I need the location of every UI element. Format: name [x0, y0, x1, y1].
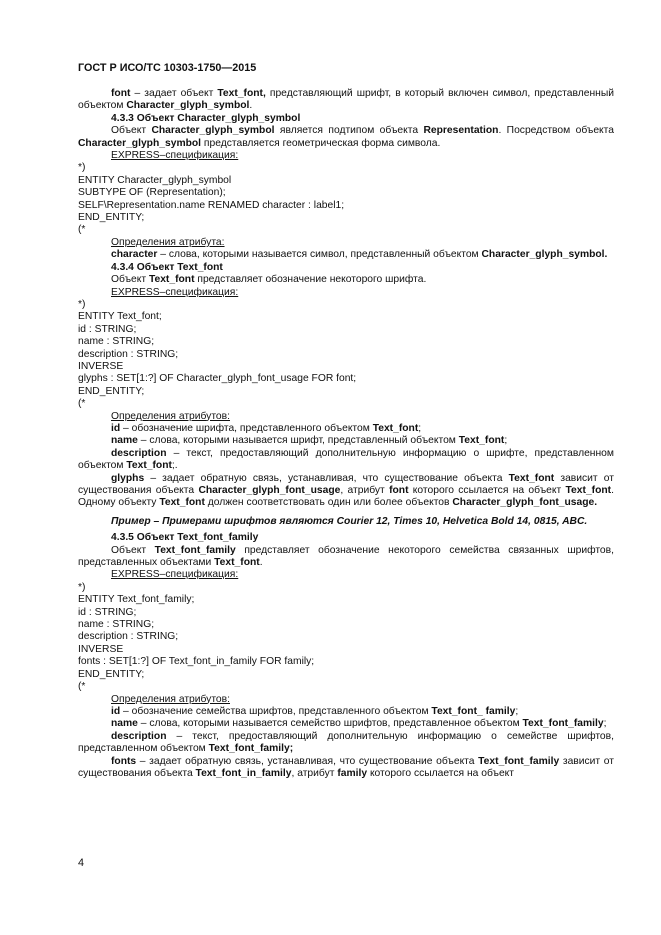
- term: id: [111, 705, 121, 717]
- text: . Посредством объекта: [498, 125, 614, 137]
- term: Text_font: [458, 435, 505, 447]
- text: ;: [504, 435, 508, 447]
- code-line: INVERSE: [78, 360, 124, 372]
- text: . Одному объекту: [78, 485, 614, 509]
- term: Text_font_family;: [208, 743, 294, 755]
- term: name: [111, 435, 138, 447]
- definition-description: [78, 448, 614, 473]
- attribute-definitions-label: [78, 237, 614, 249]
- code-line: fonts : SET[1:?] OF Text_font_in_family FOR family;: [78, 656, 315, 668]
- term: Character_glyph_symbol.: [481, 249, 608, 261]
- code-line: ENTITY Character_glyph_symbol: [78, 174, 232, 186]
- text: , атрибут: [291, 767, 338, 779]
- term: Text_font: [159, 497, 205, 509]
- text: зависит от существования объекта: [78, 472, 614, 496]
- text: которого ссылается на объект: [367, 767, 515, 779]
- term: Text_font_in_family: [195, 767, 292, 779]
- definition-glyphs: [78, 473, 614, 510]
- text: Объект: [111, 544, 155, 556]
- term: Character_glyph_font_usage.: [452, 497, 598, 509]
- paragraph-character-glyph-symbol: [78, 125, 614, 150]
- page-header: ГОСТ Р ИСО/ТС 10303-1750—2015: [78, 62, 257, 74]
- text: Объект: [111, 125, 152, 137]
- term: fonts: [111, 755, 137, 767]
- text: – слова, которыми называется шрифт, представленный объектом: [137, 435, 459, 447]
- code-line: (*: [78, 398, 86, 410]
- text: , атрибут: [340, 485, 390, 496]
- paragraph-text-font: [78, 274, 614, 286]
- code-line: END_ENTITY;: [78, 212, 145, 224]
- code-line: ENTITY Text_font_family;: [78, 594, 195, 606]
- heading-text: 4.3.4 Объект Text_font: [111, 261, 223, 273]
- term: Text_font: [214, 557, 260, 569]
- term: Text_font_family: [478, 755, 560, 767]
- attrdef-label: Определения атрибутов:: [111, 410, 230, 422]
- definition-fonts: [78, 756, 614, 781]
- express-code-block: [78, 582, 614, 694]
- code-line: END_ENTITY;: [78, 668, 145, 680]
- term: Text_font_ family: [431, 705, 516, 717]
- heading-text: 4.3.5 Объект Text_font_family: [111, 532, 259, 544]
- section-heading-4-3-5: [78, 532, 614, 544]
- definition-id: [78, 423, 614, 435]
- text: – задает объект: [130, 88, 218, 99]
- text: представляющий шрифт, в который включен символ, представленный объектом: [78, 88, 615, 112]
- code-line: name : STRING;: [78, 619, 155, 631]
- term: glyphs: [111, 472, 145, 484]
- express-label: EXPRESS–спецификация:: [111, 150, 239, 162]
- definition-character: [78, 249, 614, 261]
- term: description: [111, 447, 167, 459]
- text: является подтипом объекта: [274, 125, 424, 137]
- definition-name: [78, 435, 614, 447]
- attrdef-label: Определения атрибутов:: [111, 693, 230, 705]
- definition-family-name: [78, 718, 614, 730]
- heading-text: 4.3.3 Объект Character_glyph_symbol: [111, 112, 301, 124]
- attrdef-label: Определения атрибута:: [111, 236, 225, 248]
- text: представляется геометрическая форма символа.: [201, 137, 441, 149]
- text: – задает обратную связь, устанавливая, что существование объекта: [144, 472, 509, 484]
- text: – задает обратную связь, устанавливая, что существование объекта: [136, 755, 479, 767]
- text: – текст, предоставляющий дополнительную информацию о семействе шрифтов, представленном объектом: [78, 730, 614, 755]
- text: ;: [515, 705, 519, 717]
- text: – обозначение шрифта, представленного объектом: [120, 422, 373, 434]
- term: name: [111, 718, 138, 730]
- code-line: *): [78, 162, 86, 174]
- express-code-block: [78, 299, 614, 411]
- code-line: (*: [78, 224, 86, 236]
- attribute-definitions-label: [78, 694, 614, 706]
- term: Text_font: [126, 460, 172, 472]
- code-line: id : STRING;: [78, 323, 137, 335]
- code-line: glyphs : SET[1:?] OF Character_glyph_font_usage FOR font;: [78, 373, 357, 385]
- term: font: [389, 485, 409, 496]
- page-number: 4: [78, 857, 85, 869]
- text: ;: [603, 718, 607, 730]
- code-line: SUBTYPE OF (Representation);: [78, 187, 226, 199]
- term: Text_font: [508, 472, 555, 484]
- definition-family-id: [78, 706, 614, 718]
- term: description: [111, 730, 167, 742]
- text: представляет обозначение некоторого шрифта.: [194, 274, 427, 286]
- code-line: END_ENTITY;: [78, 385, 145, 397]
- term: family: [337, 767, 368, 779]
- express-code-block: [78, 162, 614, 236]
- term: id: [111, 422, 121, 434]
- section-heading-4-3-4: [78, 262, 614, 274]
- term: Character_glyph_symbol: [78, 137, 202, 149]
- example-note: Пример – Примерами шрифтов являются Courier 12, Times 10, Helvetica Bold 14, 0815, ABC.: [111, 515, 588, 527]
- attribute-definitions-label: [78, 411, 614, 423]
- express-spec-label: [78, 287, 614, 299]
- code-line: SELF\Representation.name RENAMED character : label1;: [78, 199, 345, 211]
- code-line: INVERSE: [78, 643, 124, 655]
- text: должен соответствовать один или более объектов: [204, 497, 453, 509]
- code-line: id : STRING;: [78, 606, 137, 618]
- paragraph-font-attribute: [78, 88, 614, 113]
- term: Representation: [423, 125, 499, 137]
- text: .: [249, 100, 253, 112]
- code-line: *): [78, 581, 86, 593]
- term: Text_font: [372, 422, 419, 434]
- express-spec-label: [78, 150, 614, 162]
- document-body: [78, 88, 614, 780]
- code-line: *): [78, 298, 86, 310]
- section-heading-4-3-3: [78, 113, 614, 125]
- text: – текст, предоставляющий дополнительную информацию о шрифте, представленном объектом: [78, 447, 614, 472]
- express-spec-label: [78, 569, 614, 581]
- express-label: EXPRESS–спецификация:: [111, 286, 239, 298]
- definition-family-description: [78, 731, 614, 756]
- text: .: [259, 557, 263, 569]
- code-line: description : STRING;: [78, 631, 179, 643]
- code-line: ENTITY Text_font;: [78, 311, 162, 323]
- term: Text_font_family: [154, 544, 236, 556]
- text: ;: [418, 422, 422, 434]
- text: Объект: [111, 274, 149, 286]
- term: Text_font_family: [522, 718, 604, 730]
- text: ;.: [171, 460, 178, 472]
- term: Character_glyph_symbol: [126, 100, 250, 112]
- term: Text_font,: [217, 88, 266, 99]
- code-line: name : STRING;: [78, 336, 155, 348]
- paragraph-text-font-family: [78, 545, 614, 570]
- code-line: (*: [78, 681, 86, 693]
- text: зависит от существования объекта: [78, 755, 614, 779]
- term-font: font: [111, 88, 131, 99]
- term: Character_glyph_font_usage: [198, 485, 341, 496]
- text: которого ссылается на объект: [408, 485, 566, 496]
- text: представляет обозначение некоторого семейства связанных шрифтов, представленных объектами: [78, 544, 614, 569]
- term: Text_font: [148, 274, 195, 286]
- term: character: [111, 249, 158, 261]
- text: – слова, которыми называется символ, представленный объектом: [157, 249, 482, 261]
- term: Character_glyph_symbol: [151, 125, 275, 137]
- text: – слова, которыми называется семейство шрифтов, представленное объектом: [137, 718, 523, 730]
- text: – обозначение семейства шрифтов, представленного объектом: [120, 705, 432, 717]
- code-line: description : STRING;: [78, 348, 179, 360]
- term: Text_font: [565, 485, 612, 496]
- express-label: EXPRESS–спецификация:: [111, 569, 239, 581]
